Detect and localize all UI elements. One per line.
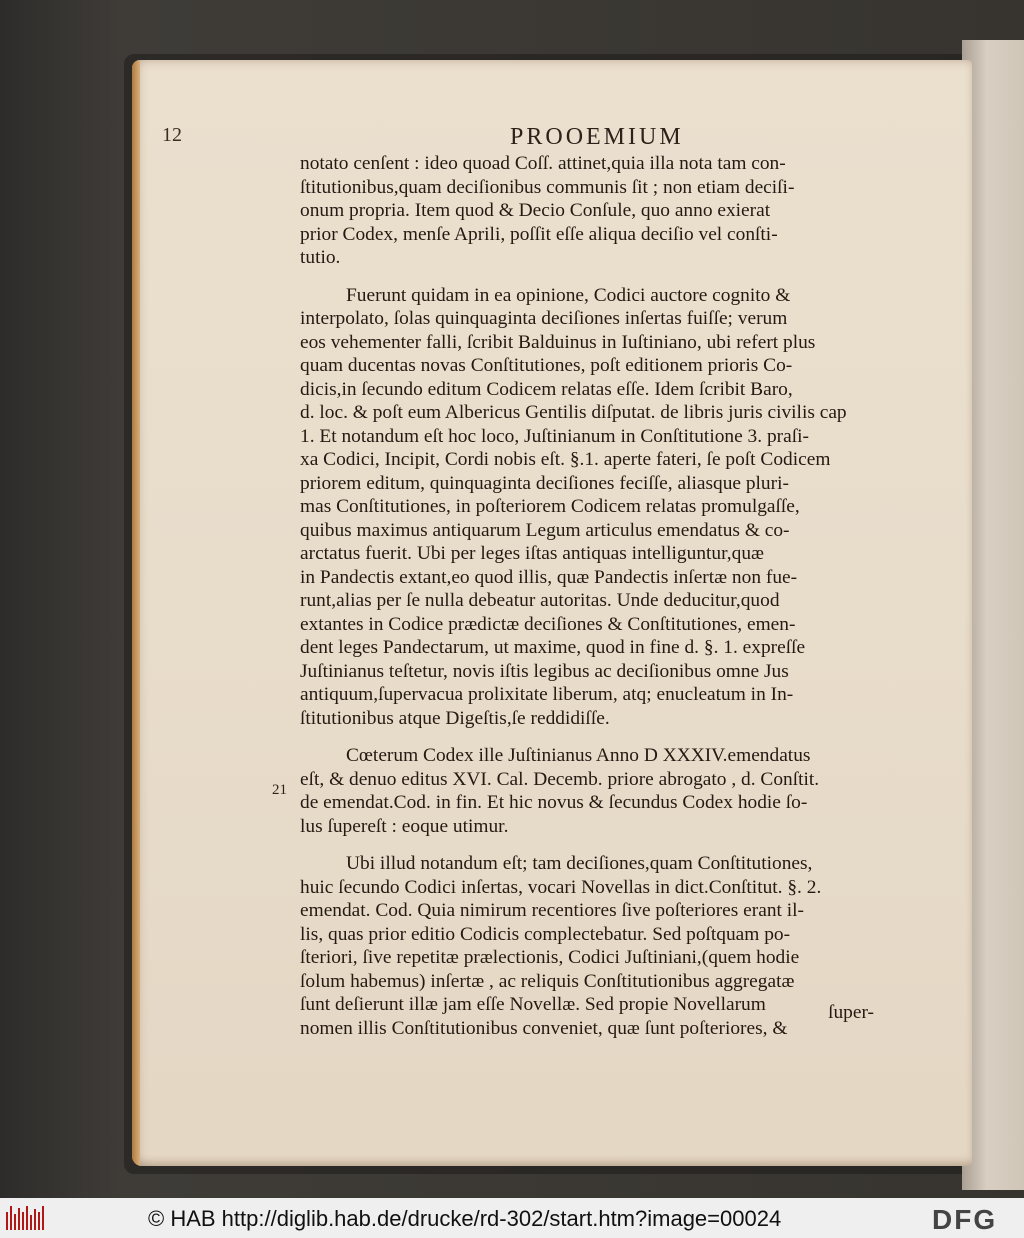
dfg-logo: DFG [932, 1204, 998, 1235]
text-line: emendat. Cod. Quia nimirum recentiores ſive poſteriores erant il- [300, 900, 804, 921]
text-line: in Pandectis extant,eo quod illis, quæ Pandectis inſertæ non fue- [300, 566, 798, 588]
text-line: ſunt deſierunt illæ jam eſſe Novellæ. Sed propie Novellarum [300, 994, 766, 1015]
text-line: quibus maximus antiquarum Legum articulus emendatus & co- [300, 519, 790, 541]
text-line: lus ſupereſt : eoque utimur. [300, 815, 509, 837]
text-line: prior Codex, menſe Aprili, poſſit eſſe aliqua deciſio vel conſti- [300, 223, 778, 245]
text-line: nomen illis Conſtitutionibus conveniet, quæ ſunt poſteriores, & [300, 1017, 788, 1039]
text-line: Cœterum Codex ille Juſtinianus Anno D XXXIV.emendatus [346, 745, 811, 766]
text-line: ſolum habemus) inſertæ , ac reliquis Conſtitutionibus aggregatæ [300, 970, 795, 992]
text-line: extantes in Codice prædictæ deciſiones & Conſtitutiones, emen- [300, 613, 796, 635]
hab-barcode-logo-icon [6, 1206, 46, 1230]
text-line: Juſtinianus teſtetur, novis iſtis legibus ac deciſionibus omne Jus [300, 660, 789, 682]
text-line: dicis,in ſecundo editum Codicem relatas eſſe. Idem ſcribit Baro, [300, 378, 793, 400]
page-binding-edge [132, 60, 140, 1166]
footer-source-text: © HAB http://diglib.hab.de/drucke/rd-302/start.htm?image=00024 [148, 1206, 782, 1231]
paragraph-4 [300, 852, 880, 1040]
paragraph-1 [300, 152, 880, 270]
text-line: quam ducentas novas Conſtitutiones, poſt editionem prioris Co- [300, 355, 793, 376]
text-line: dent leges Pandectarum, ut maxime, quod in fine d. §. 1. expreſſe [300, 637, 806, 658]
text-line: lis, quas prior editio Codicis complectebatur. Sed poſtquam po- [300, 923, 791, 945]
text-line: ſtitutionibus,quam deciſionibus communis ſit ; non etiam deciſi- [300, 176, 795, 198]
text-line: tutio. [300, 247, 341, 268]
text-line: eſt, & denuo editus XVI. Cal. Decemb. priore abrogato , d. Conſtit. [300, 768, 820, 790]
text-line: ſtitutionibus atque Digeſtis,ſe reddidiſſe. [300, 707, 610, 729]
body-text [300, 152, 880, 1040]
text-line: de emendat.Cod. in fin. Et hic novus & ſecundus Codex hodie ſo- [300, 792, 808, 813]
text-line: Fuerunt quidam in ea opinione, Codici auctore cognito & [346, 284, 791, 306]
catchword: ſuper- [828, 1002, 874, 1023]
text-line: onum propria. Item quod & Decio Conſule, quo anno exierat [300, 200, 771, 221]
text-line: d. loc. & poſt eum Albericus Gentilis diſputat. de libris juris civilis cap [300, 402, 847, 423]
footer-bar [0, 1198, 1024, 1238]
text-line: 1. Et notandum eſt hoc loco, Juſtinianum in Conſtitutione 3. praſi- [300, 425, 809, 447]
text-line: antiquum,ſupervacua prolixitate liberum, atq; enucleatum in In- [300, 684, 794, 705]
running-head: PROOEMIUM [510, 124, 684, 150]
text-line: Ubi illud notandum eſt; tam deciſiones,quam Conſtitutiones, [346, 853, 813, 874]
paragraph-3 [300, 744, 880, 838]
text-line: eos vehementer falli, ſcribit Balduinus in Iuſtiniano, ubi refert plus [300, 331, 816, 353]
text-line: huic ſecundo Codici inſertas, vocari Novellas in dict.Conſtitut. §. 2. [300, 876, 822, 898]
paragraph-2 [300, 284, 880, 731]
text-line: runt,alias per ſe nulla debeatur autoritas. Unde deducitur,quod [300, 590, 780, 611]
margin-note: 21 [272, 782, 287, 798]
text-line: mas Conſtitutiones, in poſteriorem Codicem relatas promulgaſſe, [300, 496, 800, 517]
text-line: interpolato, ſolas quinquaginta deciſiones inſertas fuiſſe; verum [300, 308, 788, 329]
page-number: 12 [162, 124, 182, 146]
text-line: notato cenſent : ideo quoad Coſſ. attinet,quia illa nota tam con- [300, 153, 786, 174]
text-line: xa Codici, Incipit, Cordi nobis eſt. §.1. aperte fateri, ſe poſt Codicem [300, 449, 831, 470]
text-line: arctatus fuerit. Ubi per leges iſtas antiquas intelliguntur,quæ [300, 543, 764, 564]
text-line: priorem editum, quinquaginta deciſiones feciſſe, aliasque pluri- [300, 472, 789, 494]
text-line: ſteriori, ſive repetitæ prælectionis, Codici Juſtiniani,(quem hodie [300, 947, 800, 968]
